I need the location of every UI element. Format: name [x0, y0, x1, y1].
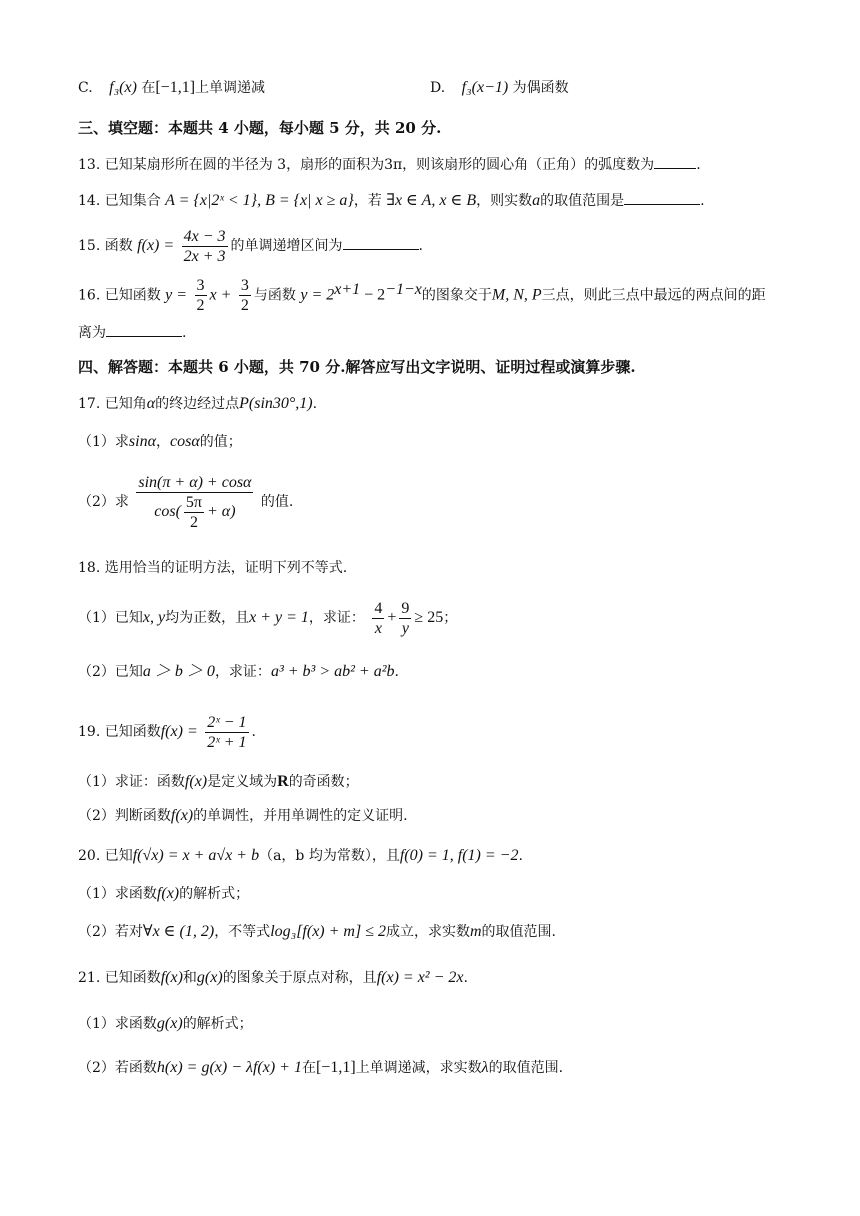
question-14: 14. 已知集合 A = {x|2ˣ < 1}, B = {x| x ≥ a}，若 ∃x ∈ A, x ∈ B，则实数a的取值范围是 .: [78, 192, 705, 209]
question-19-part-1: （1）求证：函数f(x)是定义域为R的奇函数；: [78, 773, 359, 790]
question-16: 16. 已知函数 y = $\frac{3}{2}$ x + $\frac{3}{2}$ 与函数 $y = 2^{x+1} - 2^{-1-x}$的图象交于M, N, P三点，则此三点中最远的两点间的距: [78, 277, 766, 315]
question-18: 18. 选用恰当的证明方法，证明下列不等式.: [78, 560, 348, 576]
question-21: 21. 已知函数f(x)和g(x)的图象关于原点对称，且f(x) = x² − 2x.: [78, 969, 468, 986]
section-3-heading: 三、填空题：本题共 4 小题，每小题 5 分，共 20 分.: [78, 119, 442, 137]
question-17: 17. 已知角α的终边经过点P(sin30°,1).: [78, 395, 318, 412]
option-d: D. f₃(x−1) 为偶函数: [430, 79, 569, 96]
q15-fraction: $\frac{4x - 3}{2x + 3}$: [183, 227, 226, 265]
question-17-part-2: （2）求 sin(π + α) + cosα cos( $\frac{5\pi}{2}$ + α) 的值.: [78, 473, 294, 531]
question-21-part-2: （2）若函数h(x) = g(x) − λf(x) + 1在[−1,1]上单调递减，求实数λ的取值范围.: [78, 1059, 564, 1076]
section-4-heading: 四、解答题：本题共 6 小题，共 70 分.解答应写出文字说明、证明过程或演算步骤.: [78, 358, 636, 376]
q17-fraction: sin(π + α) + cosα cos( $\frac{5\pi}{2}$ + α): [138, 473, 252, 531]
question-20-part-1: （1）求函数f(x)的解析式；: [78, 885, 250, 902]
question-13: 13. 已知某扇形所在圆的半径为 3，扇形的面积为3π，则该扇形的圆心角（正角）的弧度数为 .: [78, 154, 701, 175]
question-16-cont: 离为 .: [78, 322, 186, 343]
question-19-part-2: （2）判断函数f(x)的单调性，并用单调性的定义证明.: [78, 807, 408, 824]
question-20: 20. 已知f(√x) = x + a√x + b（a，b 均为常数），且f(0) = 1, f(1) = −2.: [78, 847, 523, 864]
question-15: 15. 函数 f(x) = $\frac{4x - 3}{2x + 3}$ 的单调递增区间为 .: [78, 227, 423, 265]
question-17-part-1: （1）求sinα，cosα的值；: [78, 433, 242, 450]
question-18-part-1: （1）已知x, y均为正数，且x + y = 1，求证： $\frac{4}{x}$ + $\frac{9}{y}$ ≥ 25；: [78, 599, 458, 637]
question-21-part-1: （1）求函数g(x)的解析式；: [78, 1015, 253, 1032]
option-c: C. f₃(x) 在[−1,1]上单调递减: [78, 79, 266, 96]
question-19: 19. 已知函数f(x) = $\frac{\text{2ˣ − 1}}{\text{2ˣ + 1}}$ .: [78, 713, 256, 751]
question-18-part-2: （2）已知a ＞ b ＞ 0，求证：a³ + b³ > ab² + a²b.: [78, 663, 399, 680]
question-20-part-2: （2）若对∀x ∈ (1, 2)，不等式log₃[f(x) + m] ≤ 2成立，求实数m的取值范围.: [78, 923, 556, 940]
